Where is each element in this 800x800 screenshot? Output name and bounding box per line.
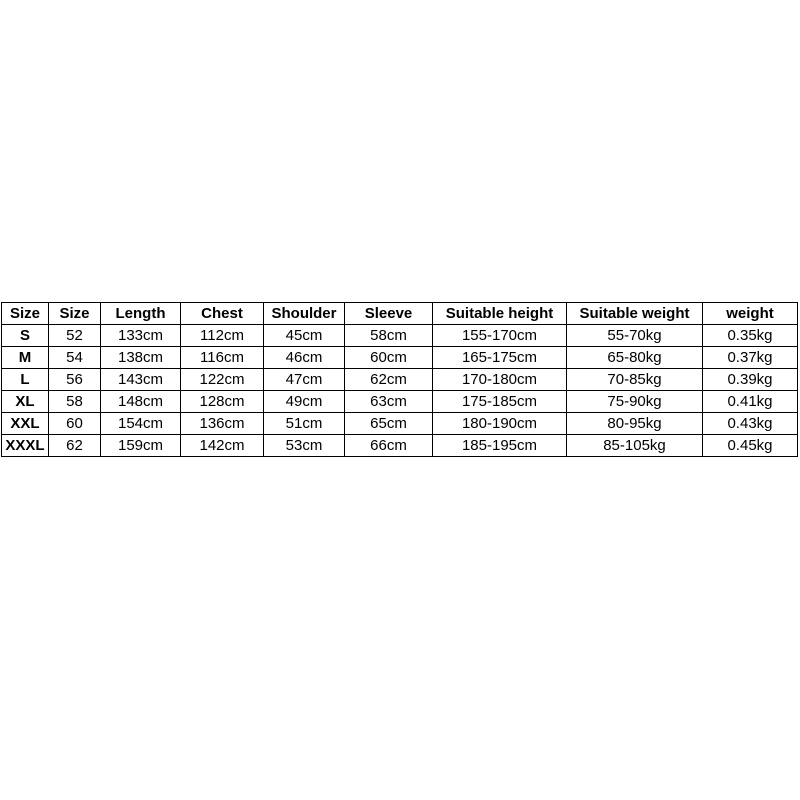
table-cell: 58: [49, 391, 101, 413]
table-cell: 58cm: [345, 325, 433, 347]
table-cell: 159cm: [101, 435, 181, 457]
table-cell: 75-90kg: [567, 391, 703, 413]
table-cell: 0.35kg: [703, 325, 798, 347]
table-cell: 0.39kg: [703, 369, 798, 391]
table-cell: 122cm: [181, 369, 264, 391]
table-cell: 112cm: [181, 325, 264, 347]
table-cell: 185-195cm: [433, 435, 567, 457]
table-cell: 148cm: [101, 391, 181, 413]
header-cell: Sleeve: [345, 303, 433, 325]
table-cell: 46cm: [264, 347, 345, 369]
table-cell: 62: [49, 435, 101, 457]
table-cell: 65cm: [345, 413, 433, 435]
table-cell: 116cm: [181, 347, 264, 369]
table-cell: 155-170cm: [433, 325, 567, 347]
table-row: [2, 413, 798, 435]
table-cell: 180-190cm: [433, 413, 567, 435]
size-label-cell: M: [2, 347, 49, 369]
table-cell: 51cm: [264, 413, 345, 435]
table-cell: 54: [49, 347, 101, 369]
table-cell: 66cm: [345, 435, 433, 457]
table-cell: 63cm: [345, 391, 433, 413]
table-cell: 60cm: [345, 347, 433, 369]
header-cell: Chest: [181, 303, 264, 325]
table-cell: 60: [49, 413, 101, 435]
table-cell: 65-80kg: [567, 347, 703, 369]
table-body: [2, 325, 798, 457]
table-row: [2, 347, 798, 369]
header-cell: Suitable height: [433, 303, 567, 325]
table-cell: 175-185cm: [433, 391, 567, 413]
table-cell: 49cm: [264, 391, 345, 413]
size-label-cell: L: [2, 369, 49, 391]
header-cell: weight: [703, 303, 798, 325]
header-cell: Suitable weight: [567, 303, 703, 325]
table-header: [2, 303, 798, 325]
table-cell: 143cm: [101, 369, 181, 391]
header-cell: Size: [2, 303, 49, 325]
table-cell: 52: [49, 325, 101, 347]
size-label-cell: S: [2, 325, 49, 347]
table-cell: 80-95kg: [567, 413, 703, 435]
table-cell: 47cm: [264, 369, 345, 391]
size-chart-table: [1, 302, 798, 457]
header-cell: Shoulder: [264, 303, 345, 325]
table-row: [2, 435, 798, 457]
size-label-cell: XL: [2, 391, 49, 413]
table-cell: 0.37kg: [703, 347, 798, 369]
table-cell: 165-175cm: [433, 347, 567, 369]
table-cell: 53cm: [264, 435, 345, 457]
table-cell: 0.43kg: [703, 413, 798, 435]
table-cell: 128cm: [181, 391, 264, 413]
table-cell: 70-85kg: [567, 369, 703, 391]
table-cell: 45cm: [264, 325, 345, 347]
table-cell: 142cm: [181, 435, 264, 457]
table-row: [2, 369, 798, 391]
size-label-cell: XXXL: [2, 435, 49, 457]
header-cell: Size: [49, 303, 101, 325]
header-cell: Length: [101, 303, 181, 325]
table-cell: 0.41kg: [703, 391, 798, 413]
table-cell: 55-70kg: [567, 325, 703, 347]
table-cell: 0.45kg: [703, 435, 798, 457]
table-cell: 85-105kg: [567, 435, 703, 457]
table-cell: 62cm: [345, 369, 433, 391]
table-row: [2, 391, 798, 413]
header-row: [2, 303, 798, 325]
table-cell: 136cm: [181, 413, 264, 435]
table-row: [2, 325, 798, 347]
table-cell: 133cm: [101, 325, 181, 347]
table-cell: 56: [49, 369, 101, 391]
table-cell: 154cm: [101, 413, 181, 435]
size-label-cell: XXL: [2, 413, 49, 435]
table-cell: 138cm: [101, 347, 181, 369]
table-cell: 170-180cm: [433, 369, 567, 391]
